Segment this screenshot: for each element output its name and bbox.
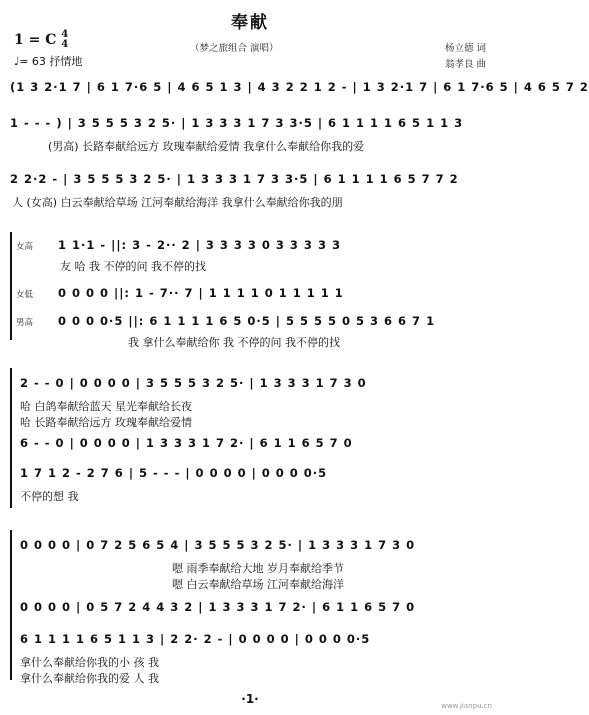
system-bracket: [10, 368, 12, 508]
notation-line: 1 1·1 - ||: 3 - 2·· 2 | 3 3 3 3 0 3 3 3 3 3: [58, 238, 341, 252]
lyric-line: 人 (女高) 白云奉献给草场 江河奉献给海洋 我拿什么奉献给你我的朋: [12, 196, 343, 209]
notation-line: 6 1 1 1 1 6 5 1 1 3 | 2 2· 2 - | 0 0 0 0 | 0 0 0 0·5: [20, 632, 371, 646]
lyric-line: 嗯 雨季奉献给大地 岁月奉献给季节: [172, 562, 344, 575]
notation-line: 6 - - 0 | 0 0 0 0 | 1 3 3 3 1 7 2· | 6 1 1 6 5 7 0: [20, 436, 353, 450]
part-label: 女高: [16, 242, 34, 252]
page-number: ·1·: [241, 692, 259, 706]
lyric-line: (男高) 长路奉献给远方 玫瑰奉献给爱情 我拿什么奉献给你我的爱: [48, 140, 365, 153]
song-title: 奉献: [231, 13, 269, 33]
lyric-line: 嗯 白云奉献给草场 江河奉献给海洋: [172, 578, 344, 591]
system-bracket: [10, 530, 12, 680]
composer: 翁孝良 曲: [444, 59, 486, 70]
watermark: www.jianpu.cn: [441, 702, 492, 710]
notation-line: 2 2·2 - | 3 5 5 5 3 2 5· | 1 3 3 3 1 7 3 3·5 | 6 1 1 1 1 6 5 7 7 2: [10, 172, 459, 186]
notation-line: 0 0 0 0·5 ||: 6 1 1 1 1 6 5 0·5 | 5 5 5 5 0 5 3 6 6 7 1: [58, 314, 436, 328]
system-bracket: [10, 232, 12, 340]
lyric-line: 拿什么奉献给你我的爱 人 我: [20, 672, 159, 685]
lyricist: 杨立德 词: [444, 43, 486, 54]
lyric-line: 哈 白鸽奉献给蓝天 星光奉献给长夜: [20, 400, 192, 413]
lyric-line: 友 哈 我 不停的问 我不停的找: [60, 260, 206, 273]
notation-line: (1 3 2·1 7 | 6 1 7·6 5 | 4 6 5 1 3 | 4 3 2 2 1 2 - | 1 3 2·1 7 | 6 1 7·6 5 | 4 6 5 7 2: [10, 80, 589, 94]
part-label: 男高: [16, 318, 34, 328]
notation-line: 0 0 0 0 | 0 7 2 5 6 5 4 | 3 5 5 5 3 2 5· | 1 3 3 3 1 7 3 0: [20, 538, 416, 552]
tempo-marking: ♩= 63 抒情地: [14, 55, 83, 68]
lyric-line: 拿什么奉献给你我的小 孩 我: [20, 656, 159, 669]
lyric-line: 不停的想 我: [20, 490, 79, 503]
notation-line: 1 7 1 2 - 2 7 6 | 5 - - - | 0 0 0 0 | 0 0 0 0·5: [20, 466, 328, 480]
part-label: 女低: [16, 290, 34, 300]
notation-line: 0 0 0 0 ||: 1 - 7·· 7 | 1 1 1 1 0 1 1 1 1 1: [58, 286, 344, 300]
notation-line: 0 0 0 0 | 0 5 7 2 4 4 3 2 | 1 3 3 3 1 7 2· | 6 1 1 6 5 7 0: [20, 600, 416, 614]
notation-line: 2 - - 0 | 0 0 0 0 | 3 5 5 5 3 2 5· | 1 3 3 3 1 7 3 0: [20, 376, 367, 390]
notation-line: 1 - - - ) | 3 5 5 5 3 2 5· | 1 3 3 3 1 7 3 3·5 | 6 1 1 1 1 6 5 1 1 3: [10, 116, 464, 130]
performer: （梦之旅组合 演唱）: [190, 43, 279, 54]
lyric-line: 我 拿什么奉献给你 我 不停的问 我不停的找: [128, 336, 340, 349]
key-signature: 1 = C 4 4: [14, 29, 69, 50]
lyric-line: 哈 长路奉献给远方 玫瑰奉献给爱情: [20, 416, 192, 429]
